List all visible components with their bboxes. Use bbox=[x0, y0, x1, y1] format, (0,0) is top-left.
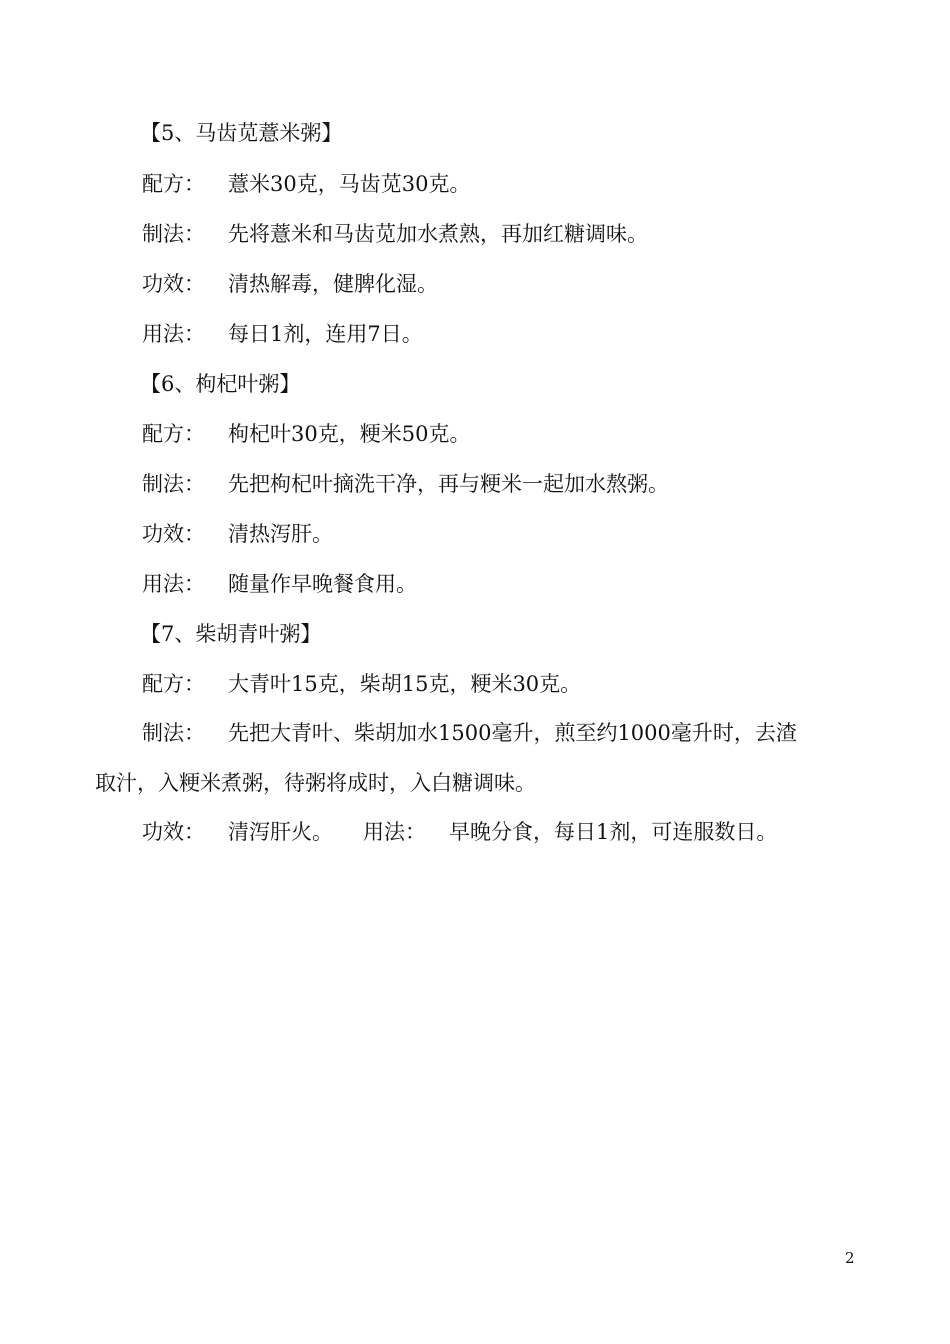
line-text: 先把大青叶、柴胡加水1500毫升，煎至约1000毫升时，去渣 bbox=[228, 721, 797, 745]
line-label: 制法： bbox=[142, 222, 205, 246]
line-text: 清泻肝火。 bbox=[228, 820, 333, 844]
line-text-usage: 早晚分食，每日1剂，可连服数日。 bbox=[449, 820, 778, 844]
recipe-line-effect-usage bbox=[142, 818, 777, 846]
recipe-line-effect bbox=[142, 520, 333, 548]
line-text: 清热解毒，健脾化湿。 bbox=[228, 272, 438, 296]
line-text: 每日1剂，连用7日。 bbox=[228, 322, 423, 346]
line-text: 先将薏米和马齿苋加水煮熟，再加红糖调味。 bbox=[228, 222, 648, 246]
section-heading-7: 【7、柴胡青叶粥】 bbox=[140, 622, 322, 646]
section-heading-5: 【5、马齿苋薏米粥】 bbox=[140, 121, 343, 145]
recipe-line-method bbox=[142, 470, 669, 498]
line-label: 功效： bbox=[142, 272, 205, 296]
recipe-line-formula bbox=[142, 670, 581, 698]
line-label: 制法： bbox=[142, 472, 205, 496]
recipe-line-usage bbox=[142, 320, 423, 348]
line-label: 配方： bbox=[142, 672, 205, 696]
section-heading-6: 【6、枸杞叶粥】 bbox=[140, 372, 301, 396]
page-number: 2 bbox=[845, 1249, 855, 1267]
line-text: 随量作早晚餐食用。 bbox=[228, 572, 417, 596]
recipe-line-method bbox=[142, 719, 797, 747]
recipe-line-formula bbox=[142, 170, 470, 198]
recipe-line-formula bbox=[142, 420, 470, 448]
line-label-usage: 用法： bbox=[363, 820, 426, 844]
line-text: 大青叶15克，柴胡15克，粳米30克。 bbox=[228, 672, 582, 696]
line-label: 功效： bbox=[142, 820, 205, 844]
line-label: 配方： bbox=[142, 172, 205, 196]
line-text: 枸杞叶30克，粳米50克。 bbox=[228, 422, 471, 446]
recipe-line-method bbox=[142, 220, 648, 248]
recipe-line-effect bbox=[142, 270, 438, 298]
recipe-line-usage bbox=[142, 570, 417, 598]
line-label: 用法： bbox=[142, 572, 205, 596]
line-label: 用法： bbox=[142, 322, 205, 346]
line-text: 先把枸杞叶摘洗干净，再与粳米一起加水熬粥。 bbox=[228, 472, 669, 496]
line-label: 制法： bbox=[142, 721, 205, 745]
recipe-line-method-continuation: 取汁，入粳米煮粥，待粥将成时，入白糖调味。 bbox=[95, 771, 536, 795]
line-text: 薏米30克，马齿苋30克。 bbox=[228, 172, 471, 196]
line-label: 配方： bbox=[142, 422, 205, 446]
line-text: 清热泻肝。 bbox=[228, 522, 333, 546]
line-label: 功效： bbox=[142, 522, 205, 546]
